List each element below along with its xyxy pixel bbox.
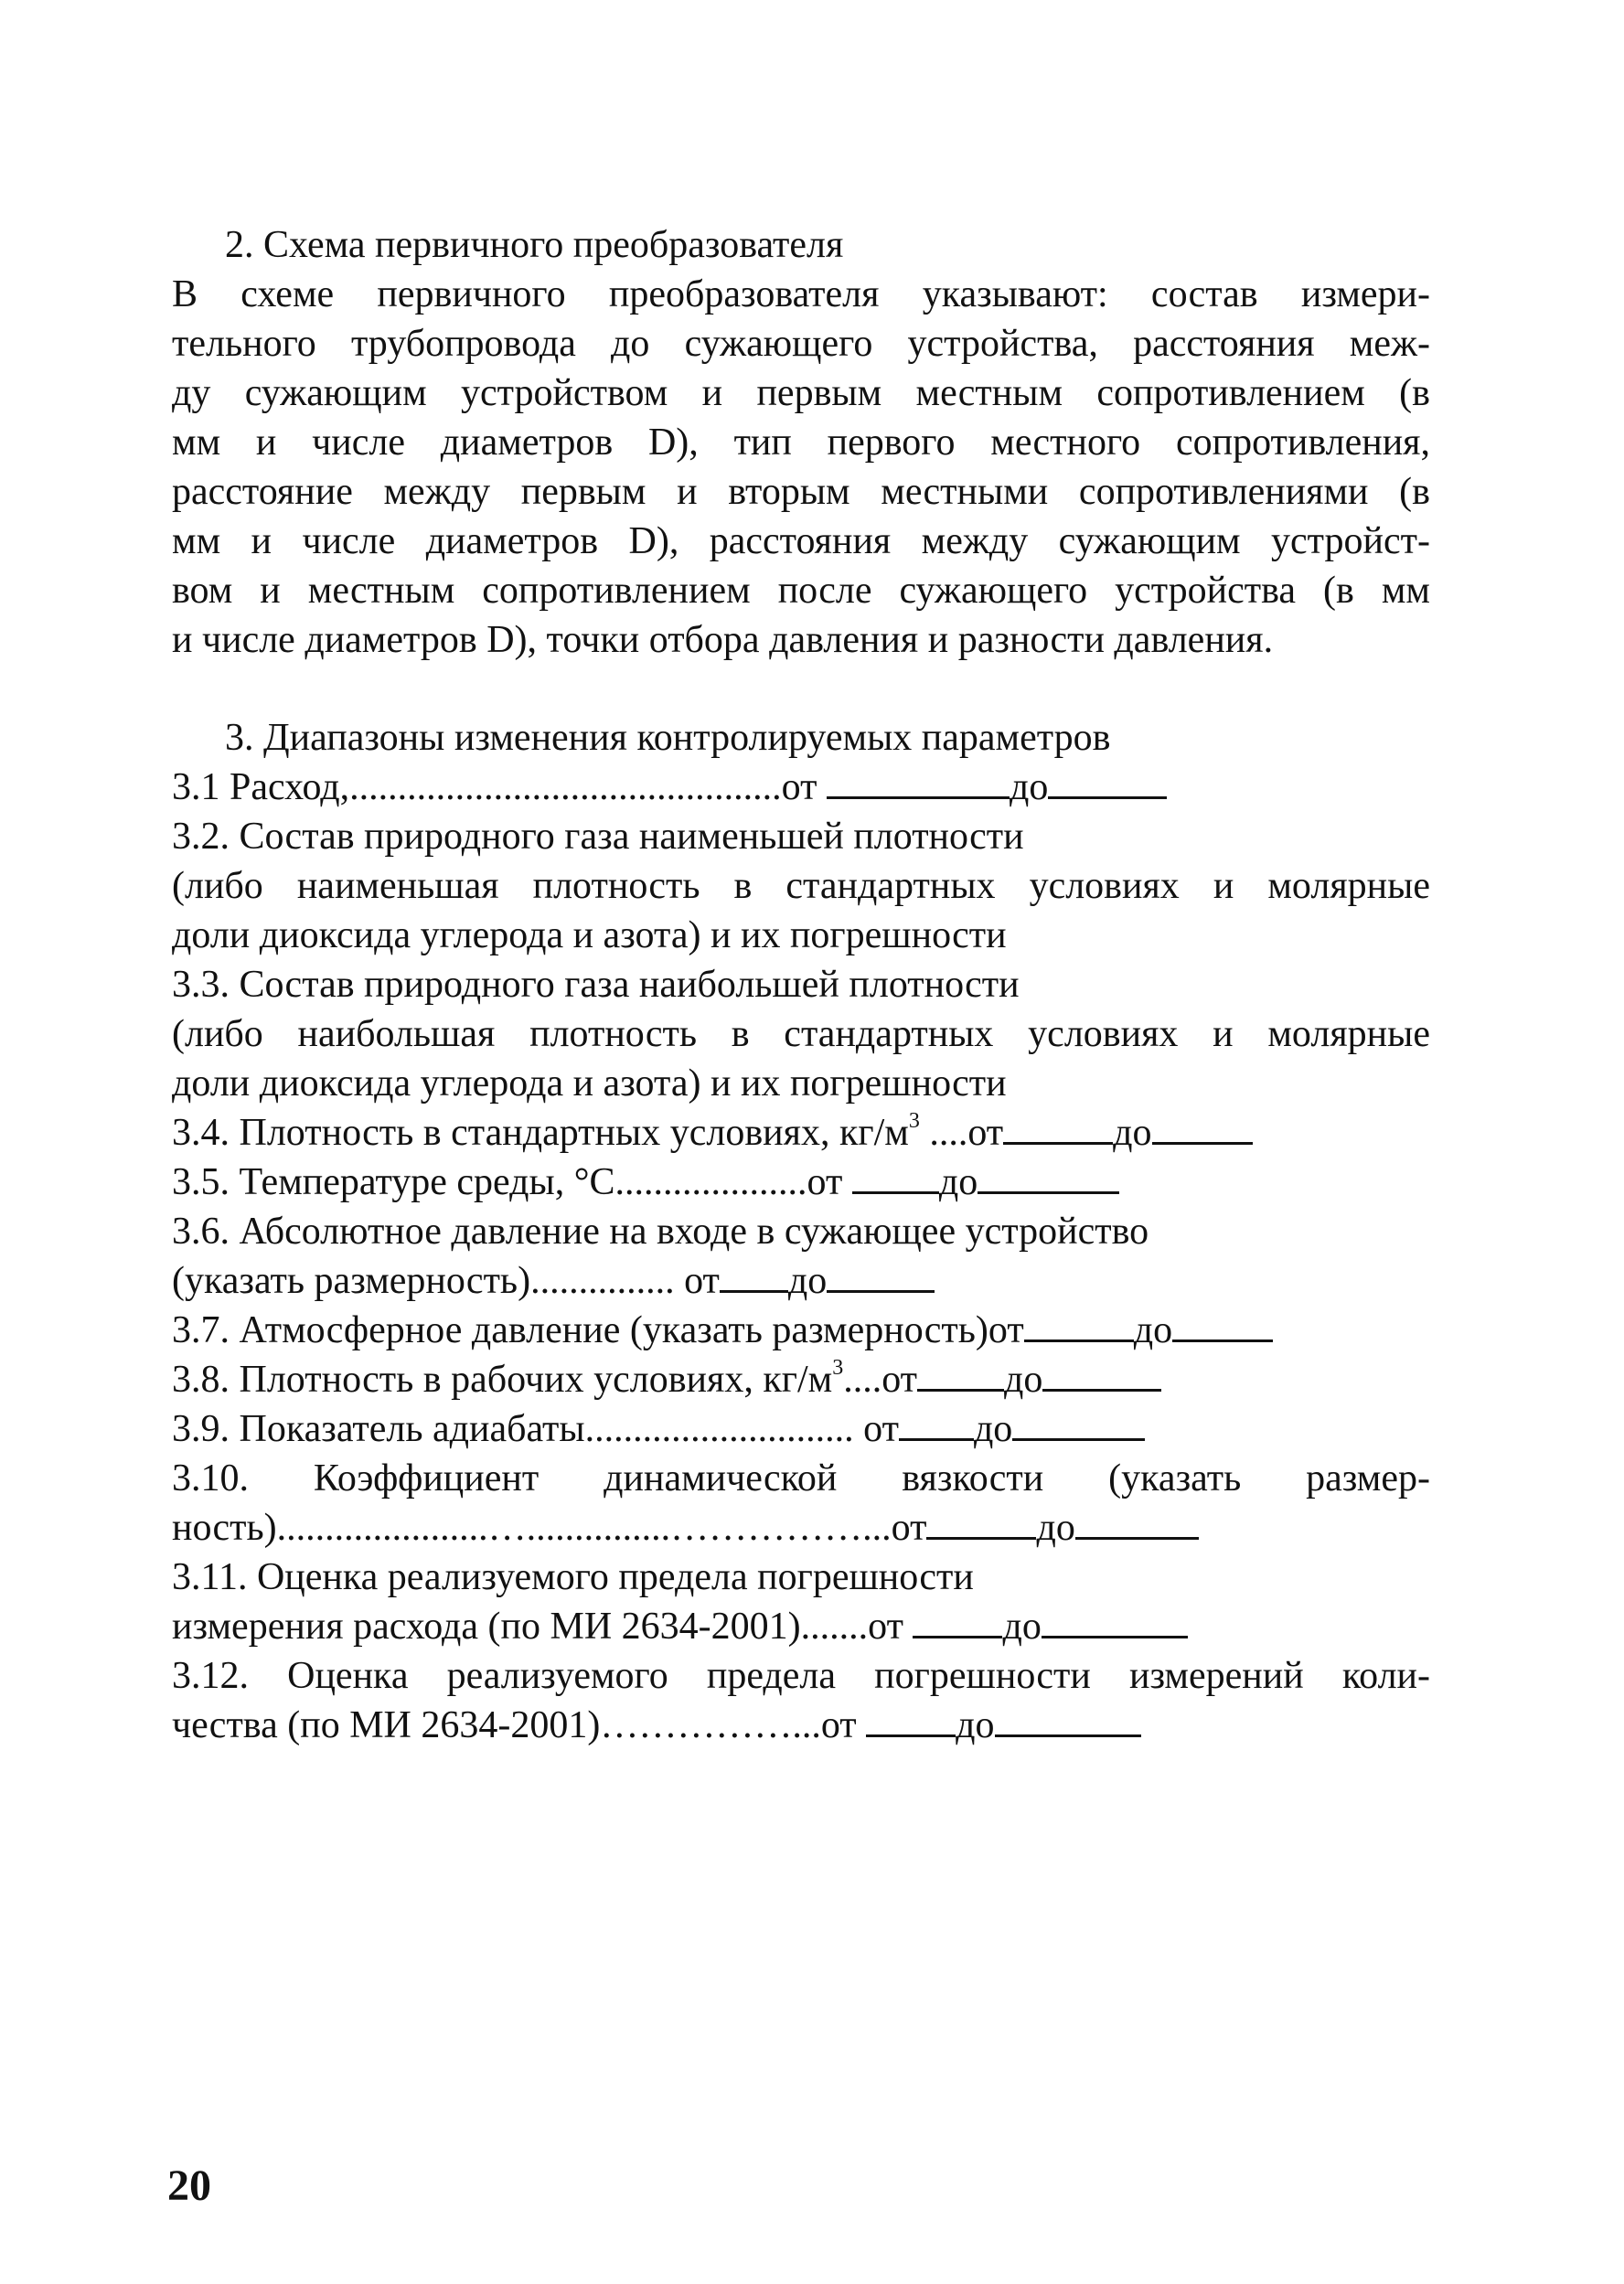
section-2-heading: 2. Схема первичного преобразователя [225, 224, 844, 266]
item-3-11-to-label: до [1002, 1606, 1042, 1648]
item-3-8 [172, 1356, 1161, 1401]
item-3-4 [172, 1109, 1253, 1154]
item-3-11-title: 3.11. Оценка реализуемого предела погрешности [172, 1556, 974, 1598]
item-3-12-label: чества (по МИ 2634-2001)……………...от [172, 1704, 857, 1746]
item-3-10-title: 3.10. Коэффициент динамической вязкости (указать размер- [172, 1457, 1430, 1500]
item-3-7-label: 3.7. Атмосферное давление (указать размерность)от [172, 1309, 1024, 1351]
item-3-5-to-label: до [938, 1161, 978, 1203]
item-3-8-to-label: до [1004, 1359, 1043, 1401]
item-3-10-to-blank [1075, 1510, 1199, 1540]
item-3-8-from-blank [917, 1361, 1004, 1392]
item-3-7-from-blank [1024, 1312, 1134, 1342]
item-3-9 [172, 1410, 1145, 1448]
item-3-7 [172, 1311, 1273, 1350]
item-3-2-line-3: доли диоксида углерода и азота) и их погрешности [172, 914, 1007, 956]
item-3-12-to-label: до [956, 1704, 995, 1746]
item-3-10-to-label: до [1036, 1507, 1075, 1549]
item-3-3-line-3: доли диоксида углерода и азота) и их погрешности [172, 1062, 1007, 1105]
item-3-8-from-label: ....от [843, 1359, 918, 1401]
item-3-6-label: (указать размерность)............... от [172, 1260, 720, 1302]
item-3-4-superscript: 3 [908, 1109, 920, 1133]
section-2-paragraph-line-4: мм и числе диаметров D), тип первого местного сопротивления, [172, 422, 1430, 464]
item-3-5-label: 3.5. Температуре среды, °С....................от [172, 1161, 843, 1203]
item-3-6-from-blank [720, 1263, 788, 1293]
item-3-10-from-blank [926, 1510, 1036, 1540]
item-3-6-to-label: до [787, 1260, 828, 1302]
item-3-10 [172, 1509, 1199, 1547]
item-3-4-to-label: до [1113, 1112, 1152, 1154]
item-3-9-from-blank [899, 1411, 974, 1441]
item-3-5 [172, 1163, 1119, 1201]
item-3-10-label: ность)......................…...............……………...от [172, 1507, 927, 1549]
item-3-1-to-blank [1048, 769, 1167, 799]
section-2-paragraph-line-1: В схеме первичного преобразователя указывают: состав измери- [172, 273, 1430, 315]
item-3-3-line-2: (либо наибольшая плотность в стандартных условиях и молярные [172, 1013, 1430, 1055]
item-3-2-line-2: (либо наименьшая плотность в стандартных условиях и молярные [172, 865, 1430, 907]
section-2-paragraph-line-3: ду сужающим устройством и первым местным сопротивлением (в [172, 372, 1430, 414]
item-3-12-from-blank [866, 1707, 956, 1737]
item-3-4-from-blank [1003, 1115, 1113, 1145]
item-3-4-from-label: ....от [919, 1112, 1004, 1154]
item-3-11 [172, 1607, 1188, 1646]
item-3-7-to-blank [1172, 1312, 1273, 1342]
item-3-5-to-blank [978, 1164, 1119, 1194]
item-3-9-to-blank [1012, 1411, 1145, 1441]
item-3-1 [172, 768, 1167, 806]
item-3-11-label: измерения расхода (по МИ 2634-2001).......от [172, 1606, 903, 1648]
item-3-8-to-blank [1042, 1361, 1161, 1392]
section-2-paragraph-line-7: вом и местным сопротивлением после сужающего устройства (в мм [172, 570, 1430, 612]
item-3-8-label: 3.8. Плотность в рабочих условиях, кг/м [172, 1359, 833, 1401]
page-number: 20 [167, 2161, 211, 2210]
section-2-paragraph-line-6: мм и числе диаметров D), расстояния между сужающим устройст- [172, 520, 1430, 562]
item-3-4-to-blank [1152, 1115, 1253, 1145]
item-3-11-to-blank [1042, 1608, 1188, 1638]
section-2-paragraph-line-8: и числе диаметров D), точки отбора давления и разности давления. [172, 619, 1274, 661]
item-3-5-from-blank [852, 1164, 939, 1194]
item-3-8-superscript: 3 [832, 1356, 844, 1380]
item-3-11-from-blank [913, 1608, 1002, 1638]
section-3-heading: 3. Диапазоны изменения контролируемых параметров [225, 717, 1111, 759]
item-3-7-to-label: до [1133, 1309, 1173, 1351]
item-3-6-title: 3.6. Абсолютное давление на входе в сужающее устройство [172, 1211, 1149, 1253]
item-3-12-to-blank [995, 1707, 1141, 1737]
item-3-2-title: 3.2. Состав природного газа наименьшей плотности [172, 816, 1024, 858]
item-3-4-label: 3.4. Плотность в стандартных условиях, кг/м [172, 1112, 909, 1154]
item-3-3-title: 3.3. Состав природного газа наибольшей плотности [172, 964, 1020, 1006]
item-3-6 [172, 1262, 935, 1300]
item-3-1-to-label: до [1009, 766, 1049, 808]
item-3-1-from-blank [827, 769, 1010, 799]
section-2-paragraph-line-5: расстояние между первым и вторым местными сопротивлениями (в [172, 471, 1430, 513]
section-2-paragraph-line-2: тельного трубопровода до сужающего устройства, расстояния меж- [172, 323, 1430, 365]
item-3-12 [172, 1706, 1141, 1745]
item-3-1-label: 3.1 Расход,.............................................от [172, 766, 817, 808]
item-3-6-to-blank [827, 1263, 935, 1293]
item-3-12-title: 3.12. Оценка реализуемого предела погрешности измерений коли- [172, 1655, 1430, 1697]
item-3-9-label: 3.9. Показатель адиабаты............................ от [172, 1408, 899, 1450]
item-3-9-to-label: до [973, 1408, 1013, 1450]
